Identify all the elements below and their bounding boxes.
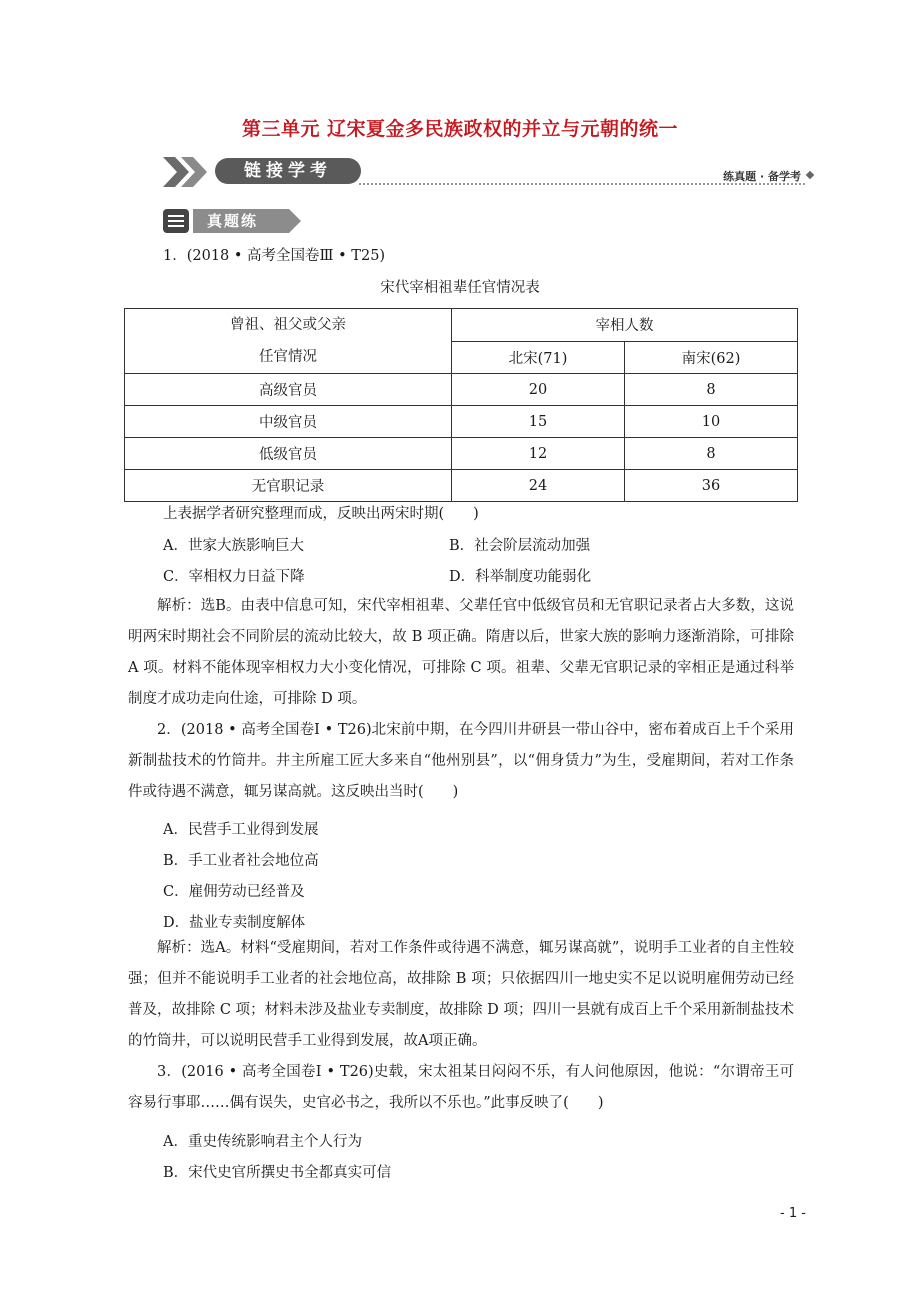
subsection-tag [163,208,307,234]
table-title: 宋代宰相祖辈任官情况表 [380,280,540,296]
q2-option-d: D．盐业专卖制度解体 [163,915,306,931]
q3-option-b: B．宋代史官所撰史书全都真实可信 [163,1165,392,1181]
table-header-right: 宰相人数 [452,309,798,342]
q1-analysis: 解析：选B。由表中信息可知，宋代宰相祖辈、父辈任官中低级官员和无官职记录者占大多数，这说明两宋时期社会不同阶层的流动比较大，故 B 项正确。隋唐以后，世家大族的影响力逐渐消除，可排除 A 项。材料不能体现宰相权力大小变化情况，可排除 C 项。祖辈、父辈无官职记录的宰相正是通过科举制度才成功走向仕途，可排除 D 项。 [128,598,794,707]
table-header-left: 曾祖、祖父或父亲 任官情况 [125,309,452,374]
subsection-label: 真题练 [193,209,289,233]
unit-title: 第三单元 辽宋夏金多民族政权的并立与元朝的统一 [241,118,679,140]
books-icon [163,209,189,233]
table-row: 低级官员 12 8 [125,438,798,470]
col-north-song: 北宋(71) [452,341,625,374]
q2-option-b: B．手工业者社会地位高 [163,853,319,869]
table-row: 无官职记录 24 36 [125,470,798,502]
q2-option-c: C．雇佣劳动已经普及 [163,884,305,900]
q1-option-c: C．宰相权力日益下降 [163,569,305,585]
section-banner [163,154,813,190]
q2-stem: 2．(2018 • 高考全国卷Ⅰ • T26)北宋前中期，在今四川井研县一带山谷中，密布着成百上千个采用新制盐技术的竹筒井。井主所雇工匠大多来自“他州别县”，以“佣身赁力”为生，受雇期间，若对工作条件或待遇不满意，辄另谋高就。这反映出当时( ) [128,722,794,800]
diamond-icon [806,171,814,179]
table-row: 高级官员 20 8 [125,374,798,406]
q3-stem: 3．(2016 • 高考全国卷Ⅰ • T26)史载，宋太祖某日闷闷不乐，有人问他原因，他说：“尔谓帝王可容易行事耶……偶有误失，史官必书之，我所以不乐也。”此事反映了( ) [128,1064,794,1111]
q1-option-a: A．世家大族影响巨大 [163,538,304,554]
q1-option-b: B．社会阶层流动加强 [449,538,591,554]
q2-option-a: A．民营手工业得到发展 [163,822,319,838]
q1-option-d: D．科举制度功能弱化 [449,569,592,585]
officials-table [124,308,798,502]
q1-source: 1．(2018 • 高考全国卷Ⅲ • T25) [163,248,386,264]
q1-stem: 上表据学者研究整理而成，反映出两宋时期( ) [163,506,479,522]
page-number: - 1 - [780,1206,806,1221]
col-south-song: 南宋(62) [625,341,798,374]
q2-analysis: 解析：选A。材料“受雇期间，若对工作条件或待遇不满意，辄另谋高就”，说明手工业者的自主性较强；但并不能说明手工业者的社会地位高，故排除 B 项；只依据四川一地史实不足以说明雇佣劳动已经普及，故排除 C 项；材料未涉及盐业专卖制度，故排除 D 项；四川一县就有成百上千个采用新制盐技术的竹筒井，可以说明民营手工业得到发展，故A项正确。 [128,940,794,1049]
banner-label: 链接学考 [215,158,361,184]
chevron-arrows-icon [163,157,219,187]
banner-right-text: 练真题 · 备学考 [723,170,801,183]
table-row: 中级官员 15 10 [125,406,798,438]
q3-option-a: A．重史传统影响君主个人行为 [163,1134,362,1150]
